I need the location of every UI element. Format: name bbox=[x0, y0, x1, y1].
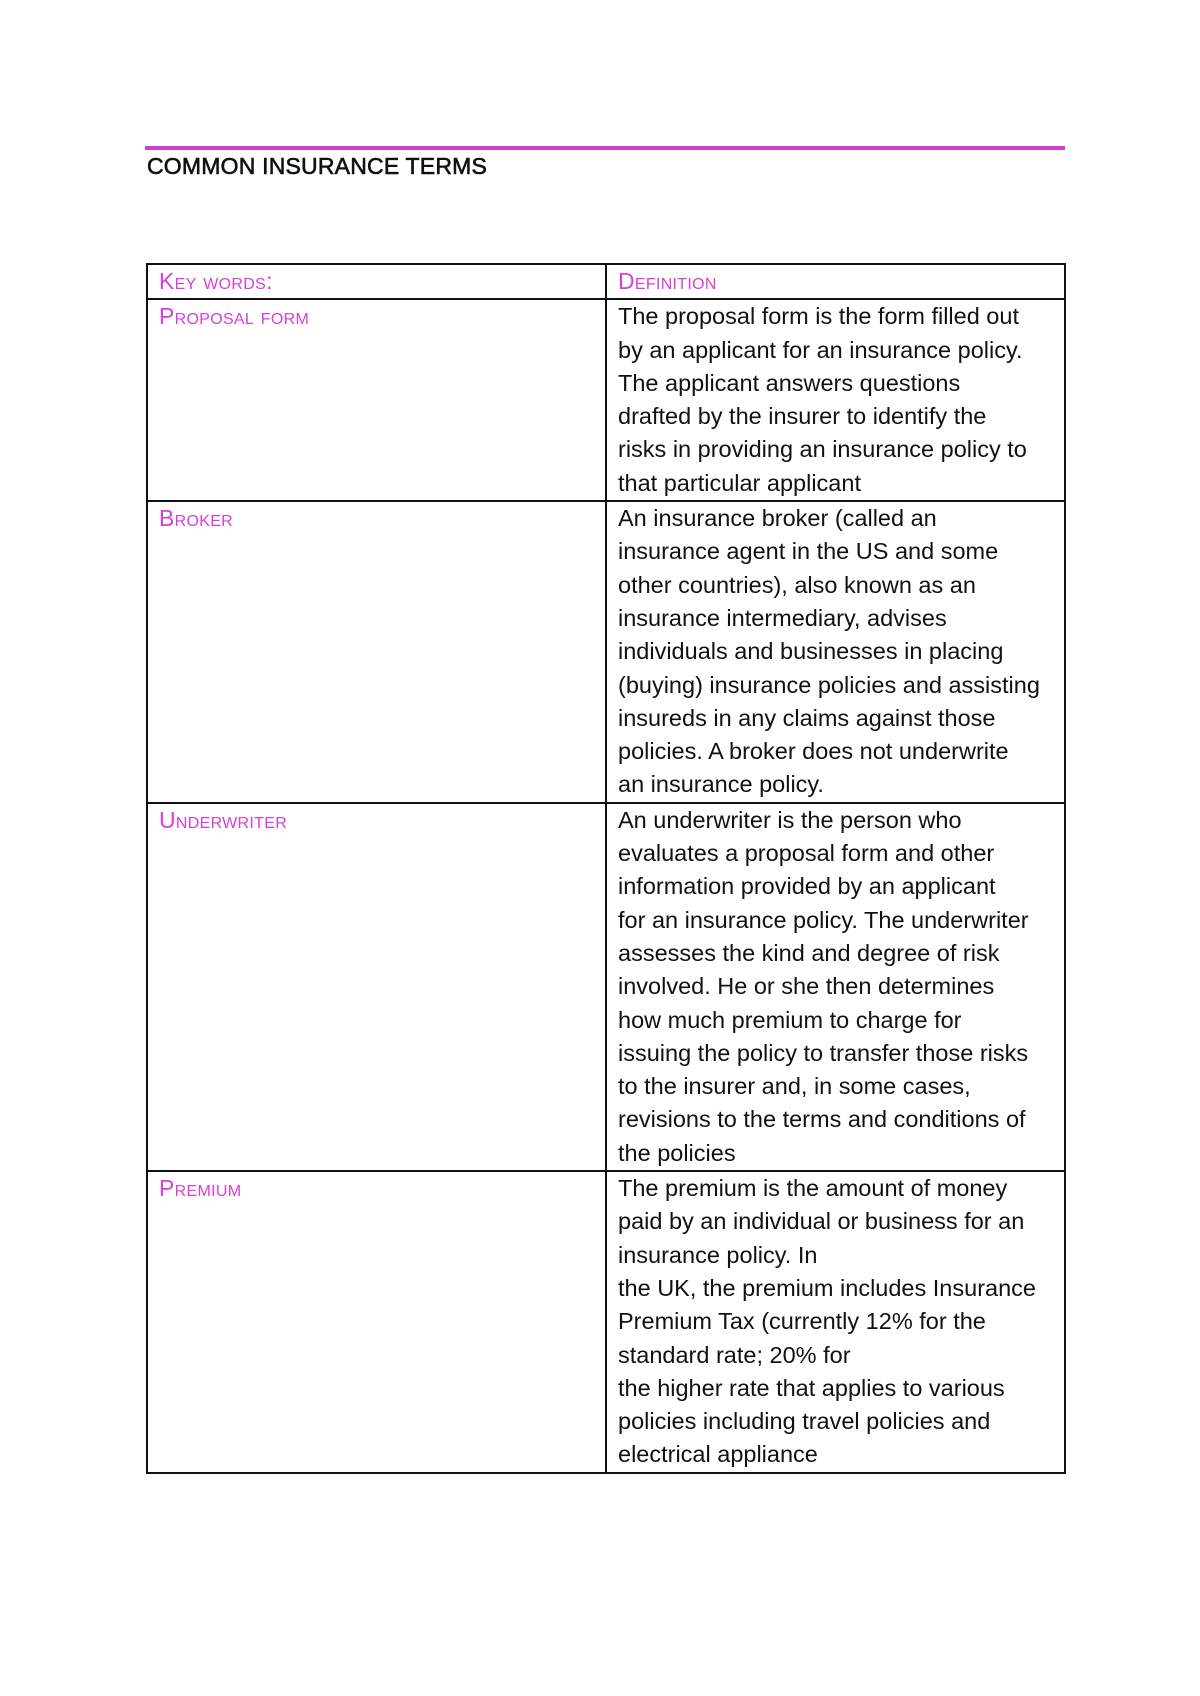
term-label: Broker bbox=[159, 505, 234, 532]
definition-line: Premium Tax (currently 12% for the bbox=[618, 1308, 986, 1335]
table-row bbox=[147, 1171, 1065, 1473]
definition-line: how much premium to charge for bbox=[618, 1006, 962, 1033]
term-label: Premium bbox=[159, 1175, 242, 1202]
definition-line: individuals and businesses in placing bbox=[618, 638, 1004, 665]
definition-line: (buying) insurance policies and assisting bbox=[618, 671, 1040, 698]
definition-cell bbox=[606, 1171, 1065, 1473]
header-term-label: Key words: bbox=[159, 268, 273, 294]
term-label: Proposal form bbox=[159, 303, 310, 330]
definition-line: An insurance broker (called an bbox=[618, 505, 937, 532]
definition-cell bbox=[606, 803, 1065, 1171]
term-cell bbox=[147, 501, 606, 803]
definition-line: that particular applicant bbox=[618, 469, 861, 496]
table-header-row bbox=[147, 264, 1065, 299]
definition-cell bbox=[606, 299, 1065, 501]
definition-line: policies including travel policies and bbox=[618, 1408, 991, 1435]
definition-line: risks in providing an insurance policy to bbox=[618, 436, 1027, 463]
definition-line: electrical appliance bbox=[618, 1441, 818, 1468]
definition-cell bbox=[606, 501, 1065, 803]
definition-line: An underwriter is the person who bbox=[618, 806, 962, 833]
definition-line: information provided by an applicant bbox=[618, 873, 996, 900]
table-row bbox=[147, 299, 1065, 501]
definition-line: for an insurance policy. The underwriter bbox=[618, 906, 1029, 933]
definition-line: The premium is the amount of money bbox=[618, 1175, 1008, 1202]
definition-line: involved. He or she then determines bbox=[618, 973, 995, 1000]
definition-line: insurance agent in the US and some bbox=[618, 538, 999, 565]
page-title: COMMON INSURANCE TERMS bbox=[147, 153, 488, 179]
definition-line: insurance intermediary, advises bbox=[618, 604, 947, 631]
term-cell bbox=[147, 803, 606, 1171]
definition-line: The proposal form is the form filled out bbox=[618, 303, 1019, 330]
header-definition-cell bbox=[606, 264, 1065, 299]
definition-line: insurance policy. In bbox=[618, 1241, 818, 1268]
header-definition-label: Definition bbox=[618, 268, 717, 294]
definition-line: policies. A broker does not underwrite bbox=[618, 738, 1009, 765]
title-rule bbox=[145, 146, 1065, 150]
definition-line: evaluates a proposal form and other bbox=[618, 840, 995, 867]
definition-line: assesses the kind and degree of risk bbox=[618, 939, 1000, 966]
definition-line: the higher rate that applies to various bbox=[618, 1374, 1005, 1401]
term-cell bbox=[147, 299, 606, 501]
definition-line: the UK, the premium includes Insurance bbox=[618, 1274, 1036, 1301]
definition-line: standard rate; 20% for bbox=[618, 1341, 851, 1368]
definition-line: to the insurer and, in some cases, bbox=[618, 1073, 971, 1100]
table-row bbox=[147, 803, 1065, 1171]
definition-line: drafted by the insurer to identify the bbox=[618, 403, 987, 430]
definition-line: revisions to the terms and conditions of bbox=[618, 1106, 1026, 1133]
definition-line: issuing the policy to transfer those risks bbox=[618, 1039, 1029, 1066]
table-row bbox=[147, 501, 1065, 803]
definition-line: The applicant answers questions bbox=[618, 369, 961, 396]
definition-line: by an applicant for an insurance policy. bbox=[618, 336, 1023, 363]
header-term-cell bbox=[147, 264, 606, 299]
definition-line: other countries), also known as an bbox=[618, 571, 976, 598]
definition-line: paid by an individual or business for an bbox=[618, 1208, 1025, 1235]
term-label: Underwriter bbox=[159, 806, 288, 833]
terms-table bbox=[146, 263, 1066, 1474]
definition-line: the policies bbox=[618, 1139, 736, 1166]
definition-line: insureds in any claims against those bbox=[618, 704, 996, 731]
term-cell bbox=[147, 1171, 606, 1473]
definition-line: an insurance policy. bbox=[618, 771, 824, 798]
